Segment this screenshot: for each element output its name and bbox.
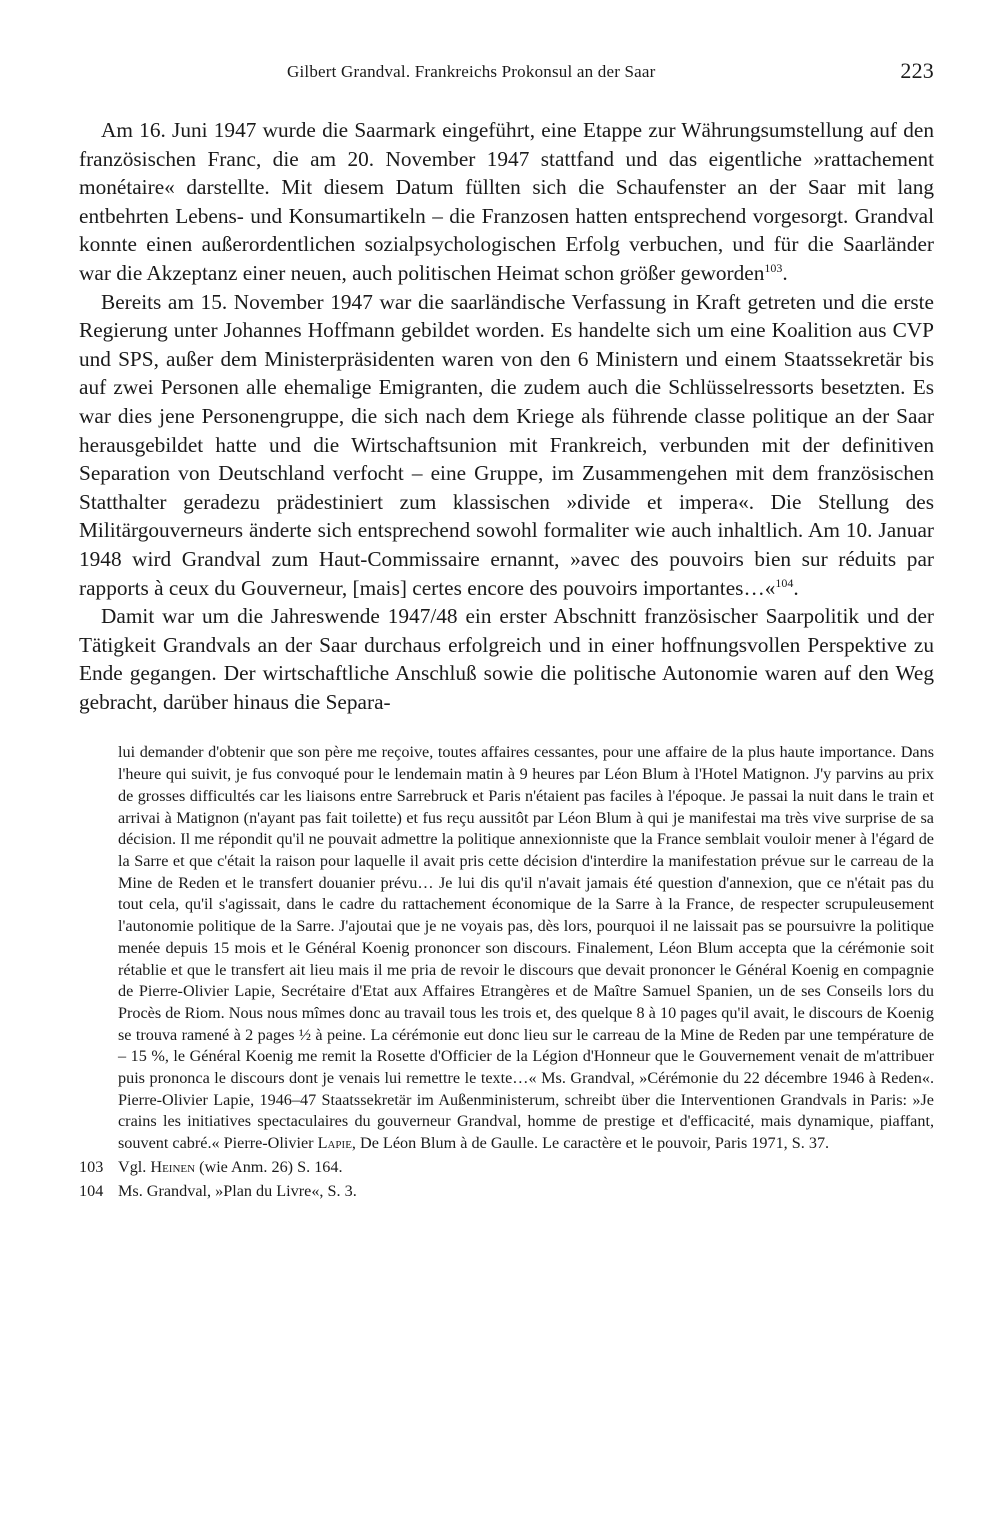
paragraph-1-text: Am 16. Juni 1947 wurde die Saarmark eingeführt, eine Etappe zur Währungsumstellung auf den französischen Franc, die am 20. November 1947 stattfand und das eigentliche »rattachement monétaire« darstellte. Mit diesem Datum füllten sich die Schaufenster an der Saar mit lang entbehrten Lebens- und Konsumartikeln – die Franzosen hatten entsprechend vorgesorgt. Grandval konnte einen außerordentlichen sozialpsychologischen Erfolg verbuchen, und für die Saarländer war die Akzeptanz einer neuen, auch politischen Heimat schon größer geworden [79, 118, 934, 285]
footnote-103-pre: Vgl. [118, 1157, 151, 1176]
paragraph-2-text: Bereits am 15. November 1947 war die saarländische Verfassung in Kraft getreten und die erste Regierung unter Johannes Hoffmann gebildet worden. Es handelte sich um eine Koalition aus CVP und SPS, außer dem Ministerpräsidenten waren von den 6 Ministern und einem Staatssekretär bis auf zwei Personen alle ehemalige Emigranten, die zudem auch die Schlüsselressorts besetzten. Es war dies jene Personengruppe, die sich nach dem Kriege als führende classe politique an der Saar herausgebildet hatte und die Wirtschaftsunion mit Frankreich, verbunden mit der definitiven Separation von Deutschland verfocht – eine Gruppe, im Zusammengehen mit dem französischen Statthalter geradezu prädestiniert zum klassischen »divide et impera«. Die Stellung des Militärgouverneurs änderte sich entsprechend sowohl formaliter wie auch inhaltlich. Am 10. Januar 1948 wird Grandval zum Haut-Commissaire ernannt, »avec des pouvoirs bien sur réduits par rapports à ceux du Gouverneur, [mais] certes encore des pouvoirs importantes…« [79, 289, 934, 600]
footnote-103 [79, 1157, 934, 1179]
paragraph-3 [79, 602, 934, 716]
paragraph-2: Bereits am 15. November 1947 war die saarländische Verfassung in Kraft getreten und die erste Regierung unter Johannes Hoffmann gebildet worden. Es handelte sich um eine Koalition aus CVP und SPS, außer dem Ministerpräsidenten waren von den 6 Ministern und einem Staatssekretär bis auf zwei Personen alle ehemalige Emigranten, die zudem auch die Schlüsselressorts besetzten. Es war dies jene Personengruppe, die sich nach dem Kriege als führende classe politique an der Saar herausgebildet hatte und die Wirtschaftsunion mit Frankreich, verbunden mit der definitiven Separation von Deutschland verfocht – eine Gruppe, im Zusammengehen mit dem französischen Statthalter geradezu prädestiniert zum klassischen »divide et impera«. Die Stellung des Militärgouverneurs änderte sich entsprechend sowohl formaliter wie auch inhaltlich. Am 10. Januar 1948 wird Grandval zum Haut-Commissaire ernannt, »avec des pouvoirs bien sur réduits par rapports à ceux du Gouverneur, [mais] certes encore des pouvoirs importantes…«$^{104}$. [79, 289, 934, 600]
footnote-continuation-text-1: lui demander d'obtenir que son père me reçoive, toutes affaires cessantes, pour une affaire de la plus haute importance. Dans l'heure qui suivit, je fus convoqué pour le lendemain matin à 9 heures par Léon Blum à l'Hotel Matignon. J'y parvins au prix de grosses difficultés car les liaisons entre Sarrebruck et Paris n'étaient pas faciles à l'époque. Je passai la nuit dans le train et arrivai à Matignon (n'ayant pas fait toilette) et fus reçu aussitôt par Léon Blum à qui je manifestai ma très vive surprise de sa décision. Il me répondit qu'il ne pouvait admettre la politique annexionniste que la France semblait vouloir mener à l'égard de la Sarre et que c'était la raison pour laquelle il avait pris cette décision d'interdire la manifestation prévue sur le carreau de la Mine de Reden et le transfert douanier prévu… Je lui dis qu'il n'avait jamais été question d'annexion, que ce n'était pas du tout cela, qu'il s'agissait, dans le cadre du rattachement économique de la Sarre à la France, de respecter scrupuleusement l'autonomie politique de la Sarre. J'ajoutai que je ne voyais pas, dès lors, pourquoi il ne laissait pas se poursuivre la politique menée depuis 15 mois et le Général Koenig prononcer son discours. Finalement, Léon Blum accepta que la cérémonie soit rétablie et que le transfert ait lieu mais il me pria de revoir le discours que devait prononcer le Général Koenig en compagnie de Pierre-Olivier Lapie, Secrétaire d'Etat aux Affaires Etrangères et de Maître Samuel Spanien, un de ses Conseils lors du Procès de Riom. Nous nous mîmes donc au travail tous les trois et, des quelque 8 à 10 pages qu'il avait, le discours de Koenig se trouva ramené à 2 pages ½ à peine. La cérémonie eut donc lieu sur le carreau de la Mine de Reden par une température de – 15 %, le Général Koenig me remit la Rosette d'Officier de la Légion d'Honneur que le Gouvernement venait de m'attribuer puis prononca le discours dont je venais lui remettre le texte…« Ms. Grandval, »Cérémonie du 22 décembre 1946 à Reden«. Pierre-Olivier Lapie, 1946–47 Staatssekretär im Außenministerum, schreibt über die Interventionen Grandvals in Paris: »Je crains les initiatives spectaculaires du gouverneur Grandval, homme de prestige et d'efficacité, mais dynamique, piaffant, souvent cabré.« Pierre-Olivier [118, 743, 934, 1153]
footnote-ref-103: 103 [764, 260, 783, 275]
footnote-author-lapie: Lapie [317, 1134, 352, 1153]
footnote-ref-104: 104 [775, 575, 794, 590]
footnote-104 [79, 1181, 934, 1203]
footnote-103-number: 103 [79, 1157, 104, 1176]
page-number: 223 [900, 58, 934, 83]
footnote-continuation-text-2: , De Léon Blum à de Gaulle. Le caractère et le pouvoir, Paris 1971, S. 37. [351, 1134, 830, 1153]
paragraph-3-text: Damit war um die Jahreswende 1947/48 ein erster Abschnitt französischer Saarpolitik und der Tätigkeit Grandvals an der Saar durchaus erfolgreich und in einer hoffnungsvollen Perspektive zu Ende gegangen. Der wirtschaftliche Anschluß sowie die politische Autonomie waren auf den Weg gebracht, darüber hinaus die Separa- [79, 604, 934, 714]
footnote-104-number: 104 [79, 1181, 104, 1200]
book-page [79, 58, 934, 1202]
main-text [79, 116, 934, 716]
footnote-103-post: (wie Anm. 26) S. 164. [195, 1157, 343, 1176]
running-title: Gilbert Grandval. Frankreichs Prokonsul an der Saar [287, 62, 656, 81]
footnote-104-text: Ms. Grandval, »Plan du Livre«, S. 3. [118, 1181, 357, 1200]
running-head [79, 58, 934, 98]
paragraph-1: Am 16. Juni 1947 wurde die Saarmark eingeführt, eine Etappe zur Währungsumstellung auf den französischen Franc, die am 20. November 1947 stattfand und das eigentliche »rattachement monétaire« darstellte. Mit diesem Datum füllten sich die Schaufenster an der Saar mit lang entbehrten Lebens- und Konsumartikeln – die Franzosen hatten entsprechend vorgesorgt. Grandval konnte einen außerordentlichen sozialpsychologischen Erfolg verbuchen, und für die Saarländer war die Akzeptanz einer neuen, auch politischen Heimat schon größer geworden$^{103}$. [79, 118, 934, 285]
footnotes [79, 742, 934, 1202]
footnote-continuation [118, 742, 934, 1154]
footnote-103-text [118, 1157, 343, 1179]
footnote-103-author: Heinen [150, 1157, 196, 1176]
